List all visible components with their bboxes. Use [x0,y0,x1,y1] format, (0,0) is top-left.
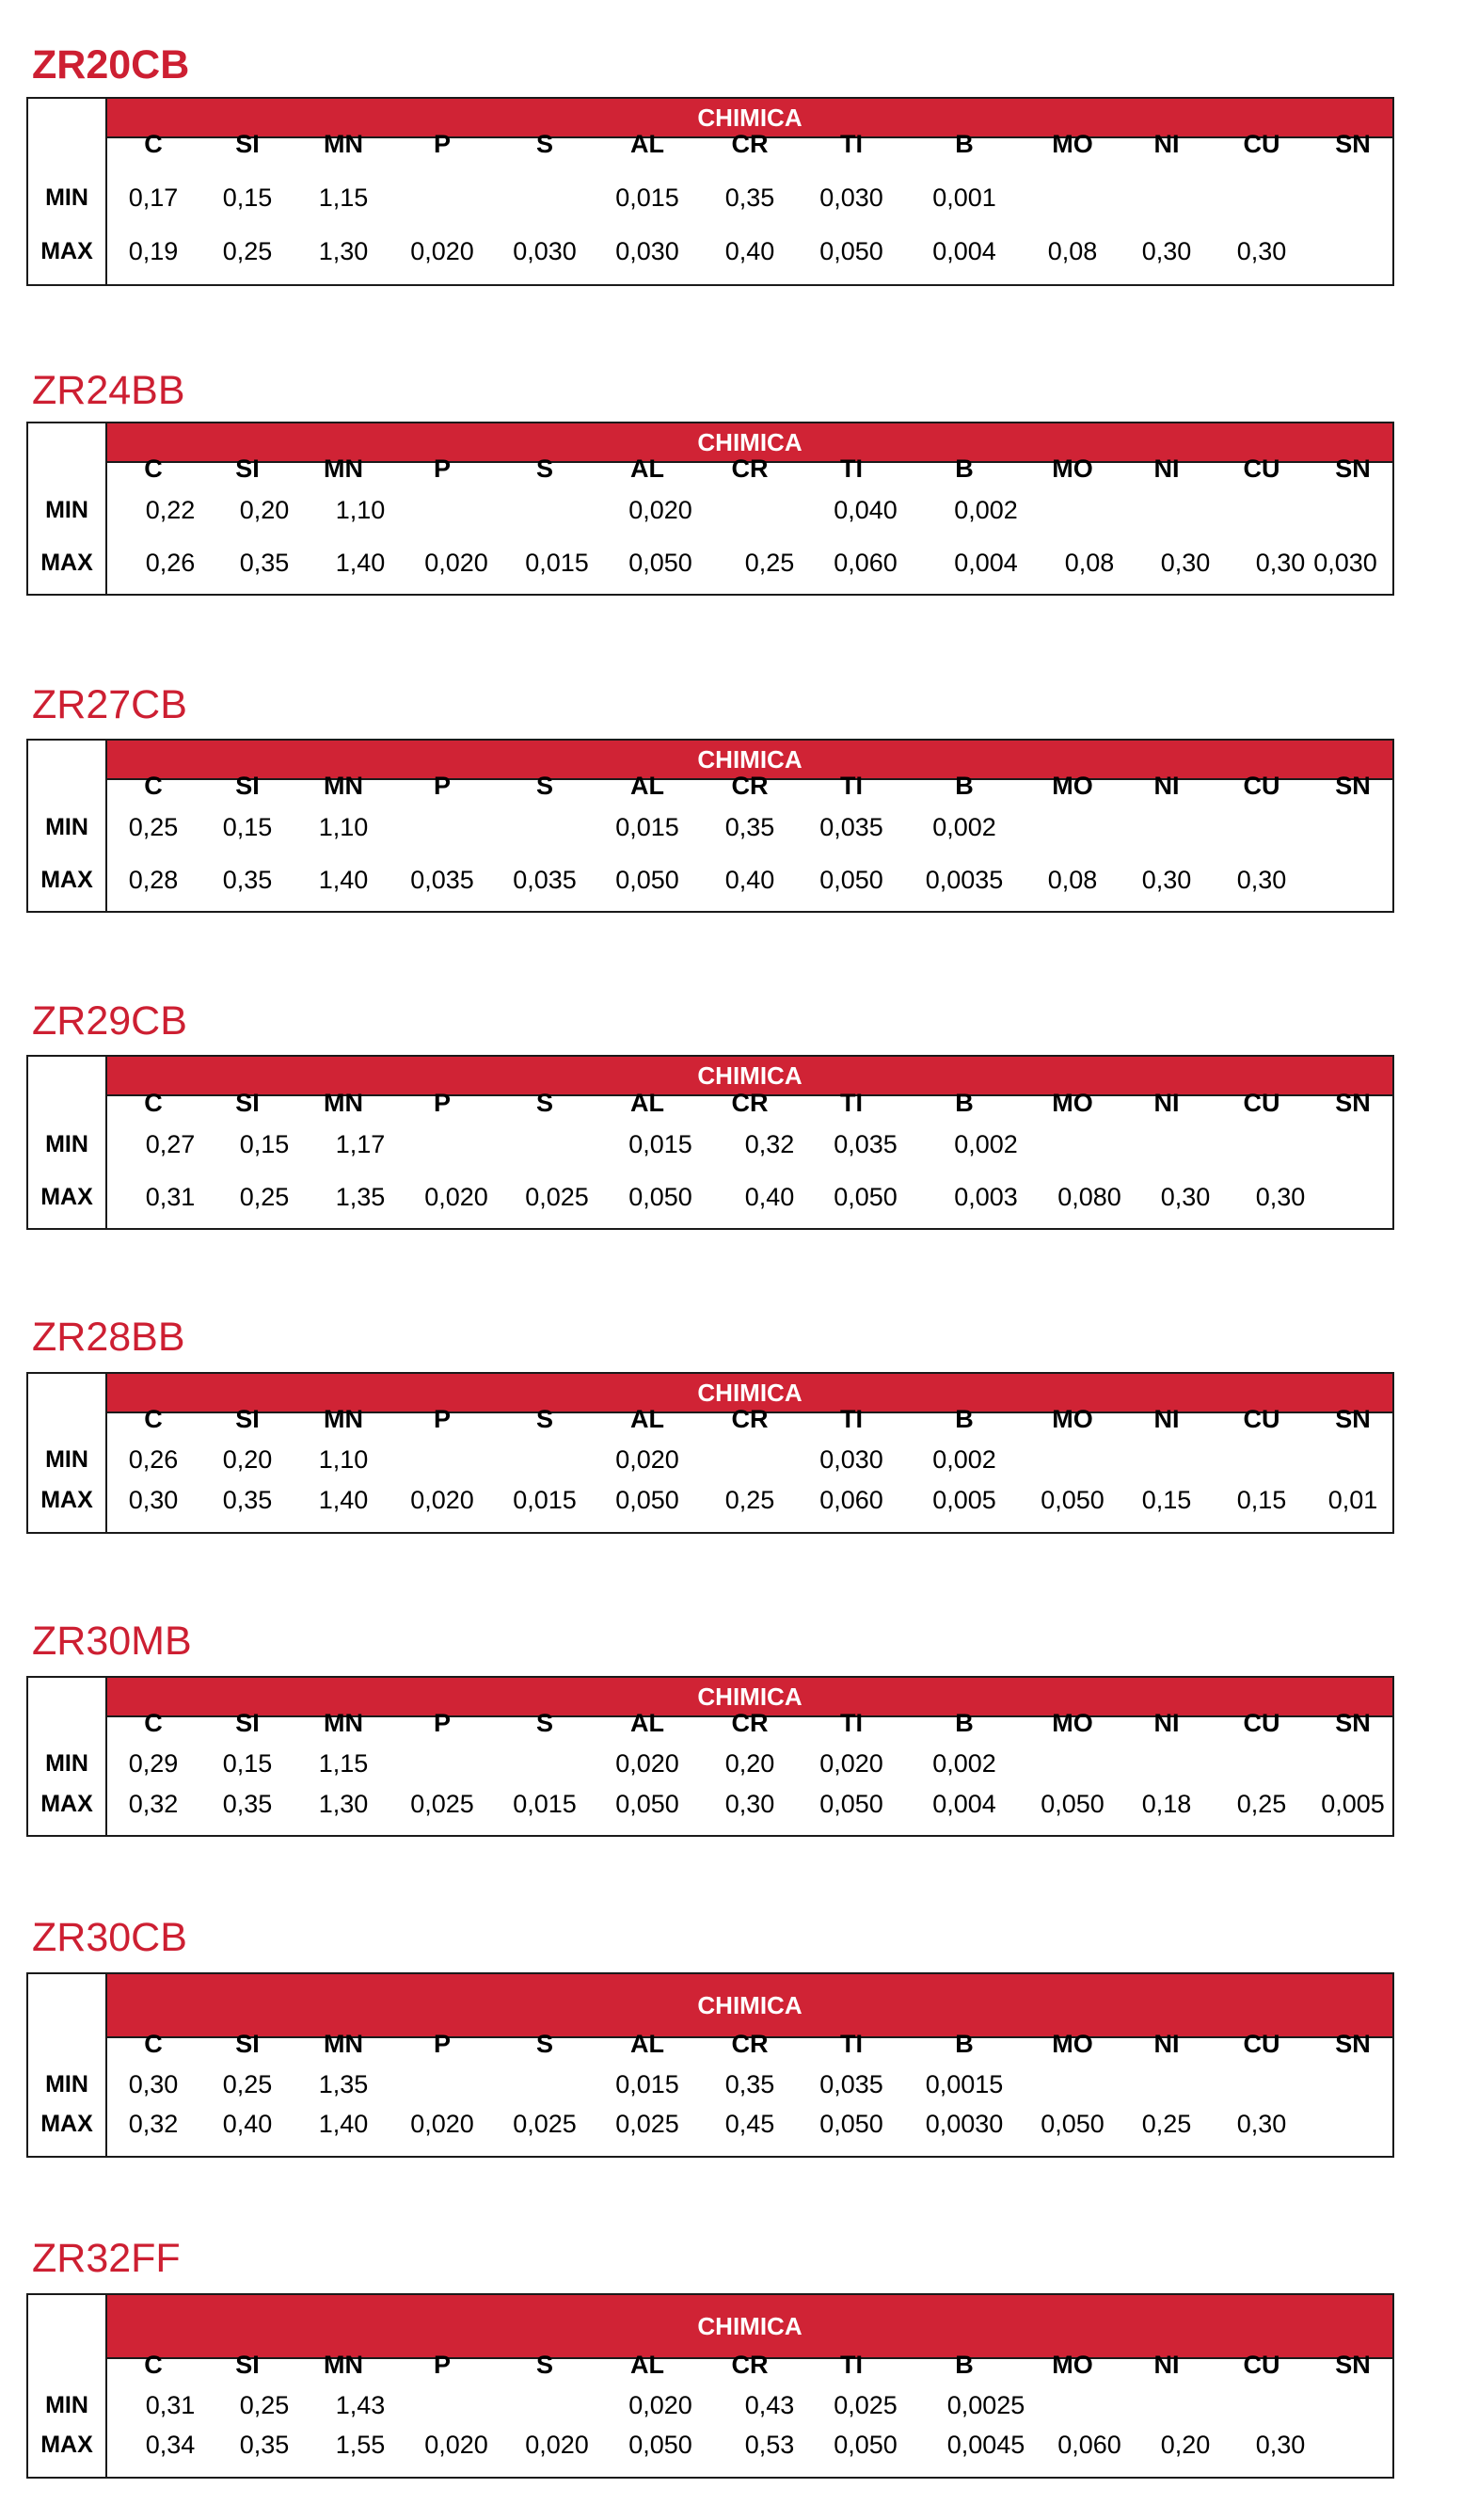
element-header: TI [840,772,863,800]
element-header: P [433,130,451,158]
max-value: 0,0045 [946,2431,1025,2459]
element-header: TI [840,2030,863,2058]
max-value: 0,005 [1321,1790,1385,1818]
min-value: 0,30 [128,2070,179,2098]
max-value: 0,060 [819,1486,883,1514]
grade-title: ZR30CB [32,1915,187,1960]
max-value: 0,050 [819,866,883,894]
max-value: 0,25 [1141,2110,1192,2138]
max-value: 0,08 [1064,549,1115,577]
max-value: 0,050 [1041,2110,1105,2138]
element-header: MO [1052,130,1093,158]
element-header: S [535,1089,553,1117]
element-header: CR [731,1405,769,1433]
max-value: 0,030 [1313,549,1377,577]
element-header: S [535,2030,553,2058]
min-value: 0,35 [724,183,775,212]
element-header: S [535,1709,553,1737]
element-header: SI [235,772,260,800]
max-value: 0,004 [932,237,996,265]
element-header: C [144,1405,163,1433]
min-value: 0,001 [932,183,996,212]
row-label-max: MAX [40,550,93,576]
element-header: CU [1243,1709,1280,1737]
min-value: 0,040 [834,496,898,524]
element-header: S [535,130,553,158]
max-value: 0,18 [1141,1790,1192,1818]
grade-title: ZR27CB [32,682,187,727]
min-value: 0,26 [128,1445,179,1474]
max-value: 0,08 [1047,866,1098,894]
element-header: P [433,772,451,800]
max-value: 0,020 [410,2110,474,2138]
min-value: 0,015 [615,183,679,212]
max-value: 0,020 [410,1486,474,1514]
element-header: SN [1335,130,1371,158]
max-value: 0,40 [724,866,775,894]
min-value: 0,20 [222,1445,273,1474]
element-header: P [433,2030,451,2058]
min-value: 0,25 [128,813,179,841]
element-header: C [144,130,163,158]
element-header: NI [1153,2351,1180,2379]
element-header: AL [630,130,664,158]
max-value: 0,020 [424,1183,488,1211]
max-value: 0,050 [834,1183,898,1211]
row-label-max: MAX [40,1184,93,1210]
min-value: 0,002 [932,1749,996,1778]
min-value: 1,17 [335,1130,386,1158]
min-value: 0,0025 [946,2391,1025,2419]
max-value: 0,003 [954,1183,1018,1211]
max-value: 0,32 [128,1790,179,1818]
element-header: SI [235,1709,260,1737]
element-header: MN [324,455,363,483]
max-value: 0,060 [834,549,898,577]
element-header: AL [630,2351,664,2379]
max-value: 0,020 [424,2431,488,2459]
max-value: 0,25 [1236,1790,1287,1818]
max-value: 0,40 [222,2110,273,2138]
min-value: 1,10 [335,496,386,524]
max-value: 0,30 [1236,866,1287,894]
min-value: 0,0015 [925,2070,1004,2098]
element-header: C [144,1089,163,1117]
row-label-min: MIN [45,1131,88,1157]
chemistry-header-band: CHIMICA [107,1374,1392,1413]
element-header: S [535,2351,553,2379]
max-value: 0,15 [1236,1486,1287,1514]
max-value: 0,050 [819,1790,883,1818]
element-header: AL [630,1089,664,1117]
max-value: 0,35 [239,549,290,577]
min-value: 0,035 [819,813,883,841]
max-value: 0,45 [724,2110,775,2138]
max-value: 0,025 [410,1790,474,1818]
max-value: 0,15 [1141,1486,1192,1514]
max-value: 0,020 [410,237,474,265]
chemistry-header-band: CHIMICA [107,423,1392,463]
max-value: 0,004 [954,549,1018,577]
max-value: 0,19 [128,237,179,265]
max-value: 0,28 [128,866,179,894]
element-header: P [433,455,451,483]
element-header: TI [840,130,863,158]
element-header: MO [1052,2351,1093,2379]
max-value: 0,035 [410,866,474,894]
max-value: 0,050 [615,1486,679,1514]
max-value: 0,005 [932,1486,996,1514]
min-value: 0,025 [834,2391,898,2419]
min-value: 0,35 [724,2070,775,2098]
max-value: 0,30 [724,1790,775,1818]
max-value: 0,015 [513,1486,577,1514]
element-header: CU [1243,130,1280,158]
row-label-max: MAX [40,2111,93,2137]
element-header: CU [1243,2030,1280,2058]
element-header: CU [1243,1089,1280,1117]
max-value: 0,53 [744,2431,795,2459]
element-header: AL [630,2030,664,2058]
min-value: 0,17 [128,183,179,212]
element-header: MO [1052,1405,1093,1433]
element-header: B [955,1405,974,1433]
min-value: 1,35 [318,2070,369,2098]
max-value: 0,30 [1141,866,1192,894]
element-header: SI [235,130,260,158]
row-label-min: MIN [45,1750,88,1777]
element-header: CR [731,1709,769,1737]
composition-table [26,1055,1394,1230]
element-header: SN [1335,455,1371,483]
min-value: 0,15 [222,183,273,212]
max-value: 0,050 [628,549,692,577]
max-value: 0,31 [145,1183,196,1211]
row-label-max: MAX [40,238,93,264]
max-value: 0,020 [424,549,488,577]
element-header: MN [324,2351,363,2379]
max-value: 0,40 [744,1183,795,1211]
max-value: 0,030 [513,237,577,265]
min-value: 0,31 [145,2391,196,2419]
max-value: 0,015 [513,1790,577,1818]
element-header: SN [1335,772,1371,800]
element-header: TI [840,1405,863,1433]
row-label-min: MIN [45,497,88,523]
composition-table [26,1676,1394,1837]
element-header: MO [1052,455,1093,483]
min-value: 0,22 [145,496,196,524]
min-value: 1,43 [335,2391,386,2419]
max-value: 1,40 [318,866,369,894]
chemistry-header-band: CHIMICA [107,1974,1392,2038]
element-header: MN [324,1709,363,1737]
composition-table [26,1372,1394,1534]
min-value: 0,002 [954,496,1018,524]
element-header: CU [1243,772,1280,800]
max-value: 0,30 [1236,2110,1287,2138]
element-header: P [433,1405,451,1433]
element-header: SN [1335,2030,1371,2058]
max-value: 0,25 [744,549,795,577]
max-value: 0,050 [628,1183,692,1211]
row-label-min: MIN [45,184,88,211]
element-header: MO [1052,2030,1093,2058]
chemistry-header-band: CHIMICA [107,2295,1392,2359]
max-value: 0,25 [239,1183,290,1211]
chemistry-header-band: CHIMICA [107,1057,1392,1096]
composition-table [26,739,1394,913]
min-value: 0,035 [834,1130,898,1158]
max-value: 1,55 [335,2431,386,2459]
element-header: B [955,455,974,483]
row-label-max: MAX [40,1487,93,1513]
element-header: MN [324,772,363,800]
max-value: 1,40 [318,1486,369,1514]
composition-table [26,2293,1394,2479]
max-value: 0,080 [1057,1183,1121,1211]
element-header: TI [840,455,863,483]
composition-table [26,97,1394,286]
element-header: MO [1052,1709,1093,1737]
element-header: TI [840,2351,863,2379]
row-label-max: MAX [40,1791,93,1817]
max-value: 0,050 [819,237,883,265]
row-label-min: MIN [45,1446,88,1473]
max-value: 0,0035 [925,866,1004,894]
min-value: 1,10 [318,813,369,841]
max-value: 0,025 [525,1183,589,1211]
max-value: 0,0030 [925,2110,1004,2138]
min-value: 0,20 [724,1749,775,1778]
min-value: 1,15 [318,1749,369,1778]
element-header: TI [840,1089,863,1117]
max-value: 0,025 [615,2110,679,2138]
min-value: 0,015 [615,2070,679,2098]
element-header: NI [1153,130,1180,158]
min-value: 0,25 [222,2070,273,2098]
max-value: 0,25 [222,237,273,265]
element-header: MN [324,1405,363,1433]
max-value: 0,30 [1236,237,1287,265]
max-value: 1,30 [318,237,369,265]
element-header: SI [235,2351,260,2379]
max-value: 0,050 [1041,1486,1105,1514]
grade-title: ZR30MB [32,1619,192,1664]
element-header: SI [235,455,260,483]
max-value: 0,050 [1041,1790,1105,1818]
element-header: B [955,2030,974,2058]
max-value: 0,30 [1160,1183,1211,1211]
element-header: C [144,455,163,483]
min-value: 0,020 [628,2391,692,2419]
min-value: 1,10 [318,1445,369,1474]
grade-title: ZR20CB [32,42,190,88]
element-header: SI [235,2030,260,2058]
composition-table [26,1972,1394,2158]
element-header: NI [1153,1405,1180,1433]
max-value: 0,035 [513,866,577,894]
element-header: B [955,1089,974,1117]
max-value: 0,20 [1160,2431,1211,2459]
min-value: 0,020 [819,1749,883,1778]
max-value: 0,050 [834,2431,898,2459]
min-value: 0,15 [222,1749,273,1778]
min-value: 0,15 [222,813,273,841]
min-value: 0,002 [932,1445,996,1474]
element-header: SI [235,1089,260,1117]
element-header: C [144,772,163,800]
max-value: 0,020 [525,2431,589,2459]
min-value: 0,25 [239,2391,290,2419]
element-header: AL [630,1709,664,1737]
element-header: CR [731,2030,769,2058]
element-header: MO [1052,772,1093,800]
element-header: CU [1243,2351,1280,2379]
max-value: 0,030 [615,237,679,265]
max-value: 0,40 [724,237,775,265]
min-value: 0,29 [128,1749,179,1778]
max-value: 0,050 [628,2431,692,2459]
min-value: 0,020 [628,496,692,524]
element-header: P [433,2351,451,2379]
min-value: 0,020 [615,1445,679,1474]
max-value: 0,25 [724,1486,775,1514]
max-value: 0,004 [932,1790,996,1818]
max-value: 0,26 [145,549,196,577]
min-value: 0,015 [628,1130,692,1158]
max-value: 0,01 [1327,1486,1378,1514]
max-value: 0,050 [819,2110,883,2138]
chemistry-header-band: CHIMICA [107,99,1392,138]
element-header: B [955,130,974,158]
row-label-min: MIN [45,2071,88,2097]
max-value: 0,30 [1255,549,1306,577]
max-value: 0,050 [615,1790,679,1818]
min-value: 0,015 [615,813,679,841]
max-value: 0,35 [222,1486,273,1514]
element-header: CR [731,130,769,158]
element-header: AL [630,455,664,483]
element-header: MO [1052,1089,1093,1117]
max-value: 0,35 [222,1790,273,1818]
chemistry-header-band: CHIMICA [107,1678,1392,1717]
max-value: 1,40 [318,2110,369,2138]
element-header: AL [630,772,664,800]
element-header: CU [1243,1405,1280,1433]
grade-title: ZR29CB [32,998,187,1044]
element-header: P [433,1709,451,1737]
element-header: C [144,1709,163,1737]
element-header: CR [731,455,769,483]
element-header: P [433,1089,451,1117]
max-value: 0,015 [525,549,589,577]
element-header: NI [1153,2030,1180,2058]
element-header: S [535,772,553,800]
element-header: SN [1335,1089,1371,1117]
grade-title: ZR24BB [32,368,185,413]
element-header: B [955,2351,974,2379]
element-header: NI [1153,1089,1180,1117]
max-value: 0,08 [1047,237,1098,265]
element-header: B [955,1709,974,1737]
element-header: CR [731,1089,769,1117]
row-label-min: MIN [45,2392,88,2418]
element-header: CR [731,772,769,800]
element-header: SI [235,1405,260,1433]
element-header: MN [324,130,363,158]
max-value: 0,34 [145,2431,196,2459]
max-value: 1,40 [335,549,386,577]
min-value: 0,002 [954,1130,1018,1158]
min-value: 0,030 [819,1445,883,1474]
grade-title: ZR28BB [32,1315,185,1360]
element-header: AL [630,1405,664,1433]
min-value: 0,035 [819,2070,883,2098]
element-header: C [144,2351,163,2379]
element-header: CR [731,2351,769,2379]
min-value: 0,27 [145,1130,196,1158]
max-value: 0,35 [239,2431,290,2459]
element-header: SN [1335,1709,1371,1737]
max-value: 0,35 [222,866,273,894]
max-value: 0,30 [1255,2431,1306,2459]
composition-table [26,422,1394,596]
min-value: 0,43 [744,2391,795,2419]
max-value: 0,32 [128,2110,179,2138]
element-header: CU [1243,455,1280,483]
element-header: NI [1153,772,1180,800]
min-value: 0,030 [819,183,883,212]
min-value: 0,002 [932,813,996,841]
max-value: 0,025 [513,2110,577,2138]
chemistry-header-band: CHIMICA [107,741,1392,780]
row-label-max: MAX [40,867,93,893]
row-label-max: MAX [40,2432,93,2458]
max-value: 1,35 [335,1183,386,1211]
element-header: B [955,772,974,800]
element-header: TI [840,1709,863,1737]
row-label-min: MIN [45,814,88,840]
max-value: 0,30 [1160,549,1211,577]
max-value: 0,060 [1057,2431,1121,2459]
element-header: S [535,1405,553,1433]
element-header: SN [1335,1405,1371,1433]
min-value: 0,32 [744,1130,795,1158]
element-header: S [535,455,553,483]
element-header: MN [324,1089,363,1117]
min-value: 1,15 [318,183,369,212]
element-header: NI [1153,1709,1180,1737]
min-value: 0,15 [239,1130,290,1158]
grade-title: ZR32FF [32,2236,181,2281]
element-header: NI [1153,455,1180,483]
element-header: MN [324,2030,363,2058]
min-value: 0,35 [724,813,775,841]
max-value: 0,30 [128,1486,179,1514]
max-value: 1,30 [318,1790,369,1818]
element-header: SN [1335,2351,1371,2379]
max-value: 0,050 [615,866,679,894]
max-value: 0,30 [1255,1183,1306,1211]
min-value: 0,020 [615,1749,679,1778]
min-value: 0,20 [239,496,290,524]
max-value: 0,30 [1141,237,1192,265]
element-header: C [144,2030,163,2058]
